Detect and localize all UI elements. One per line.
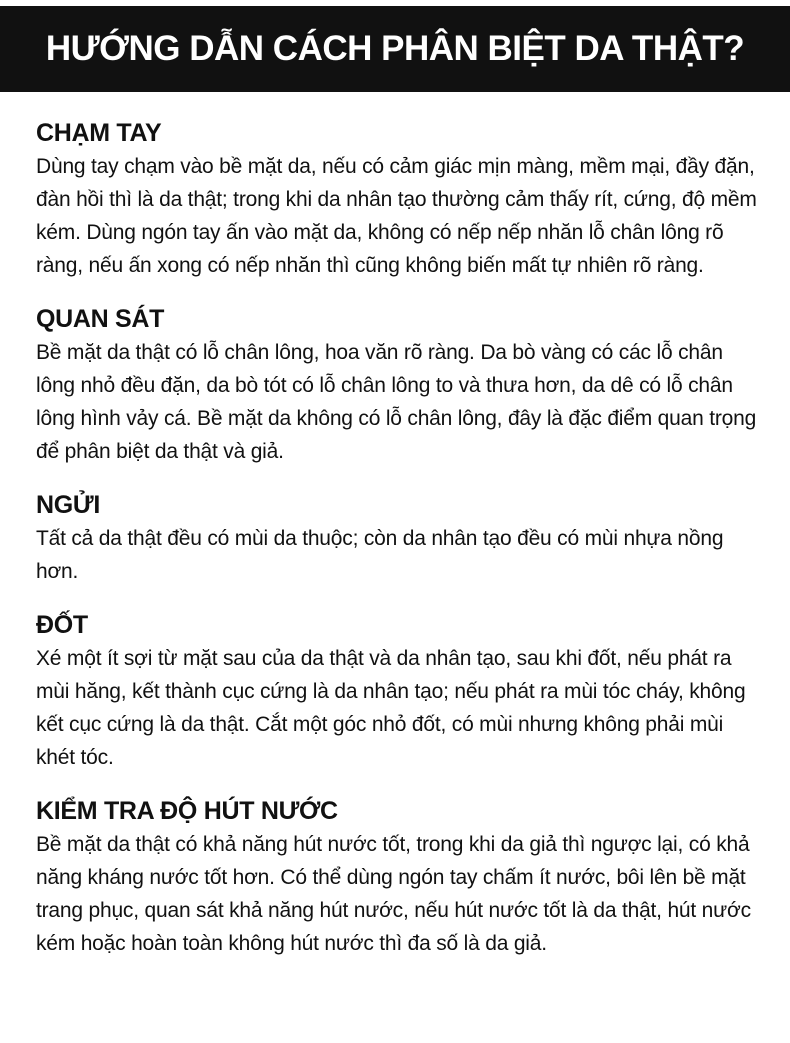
section-heading: ĐỐT bbox=[36, 611, 88, 639]
section-heading: CHẠM TAY bbox=[36, 119, 162, 147]
article-content bbox=[36, 116, 766, 980]
section-water-test bbox=[36, 794, 766, 960]
section-body: Dùng tay chạm vào bề mặt da, nếu có cảm giác mịn màng, mềm mại, đầy đặn, đàn hồi thì là da thật; trong khi da nhân tạo thường cảm thấy rít, cứng, độ mềm kém. Dùng ngón tay ấn vào mặt da, không có nếp nếp nhăn lỗ chân lông rõ ràng, nếu ấn xong có nếp nhăn thì cũng không biến mất tự nhiên rõ ràng. bbox=[36, 155, 757, 277]
page-title: HƯỚNG DẪN CÁCH PHÂN BIỆT DA THẬT? bbox=[45, 29, 745, 68]
section-body: Tất cả da thật đều có mùi da thuộc; còn da nhân tạo đều có mùi nhựa nồng hơn. bbox=[36, 527, 724, 583]
section-body: Xé một ít sợi từ mặt sau của da thật và da nhân tạo, sau khi đốt, nếu phát ra mùi hăng, kết thành cục cứng là da nhân tạo; nếu phát ra mùi tóc cháy, không kết cục cứng là da thật. Cắt một góc nhỏ đốt, có mùi nhưng không phải mùi khét tóc. bbox=[36, 647, 746, 769]
section-heading: KIỂM TRA ĐỘ HÚT NƯỚC bbox=[36, 797, 338, 825]
section-burn bbox=[36, 608, 766, 774]
section-touch bbox=[36, 116, 766, 282]
section-observe bbox=[36, 302, 766, 468]
section-body: Bề mặt da thật có khả năng hút nước tốt, trong khi da giả thì ngược lại, có khả năng kháng nước tốt hơn. Có thể dùng ngón tay chấm ít nước, bôi lên bề mặt trang phục, quan sát khả năng hút nước, nếu hút nước tốt là da thật, hút nước kém hoặc hoàn toàn không hút nước thì đa số là da giả. bbox=[36, 833, 751, 955]
header-banner bbox=[0, 6, 790, 92]
section-heading: NGỬI bbox=[36, 491, 100, 519]
section-heading: QUAN SÁT bbox=[36, 305, 165, 333]
section-body: Bề mặt da thật có lỗ chân lông, hoa văn rõ ràng. Da bò vàng có các lỗ chân lông nhỏ đều đặn, da bò tót có lỗ chân lông to và thưa hơn, da dê có lỗ chân lông hình vảy cá. Bề mặt da không có lỗ chân lông, đây là đặc điểm quan trọng để phân biệt da thật và giả. bbox=[36, 341, 757, 463]
section-smell bbox=[36, 488, 766, 588]
